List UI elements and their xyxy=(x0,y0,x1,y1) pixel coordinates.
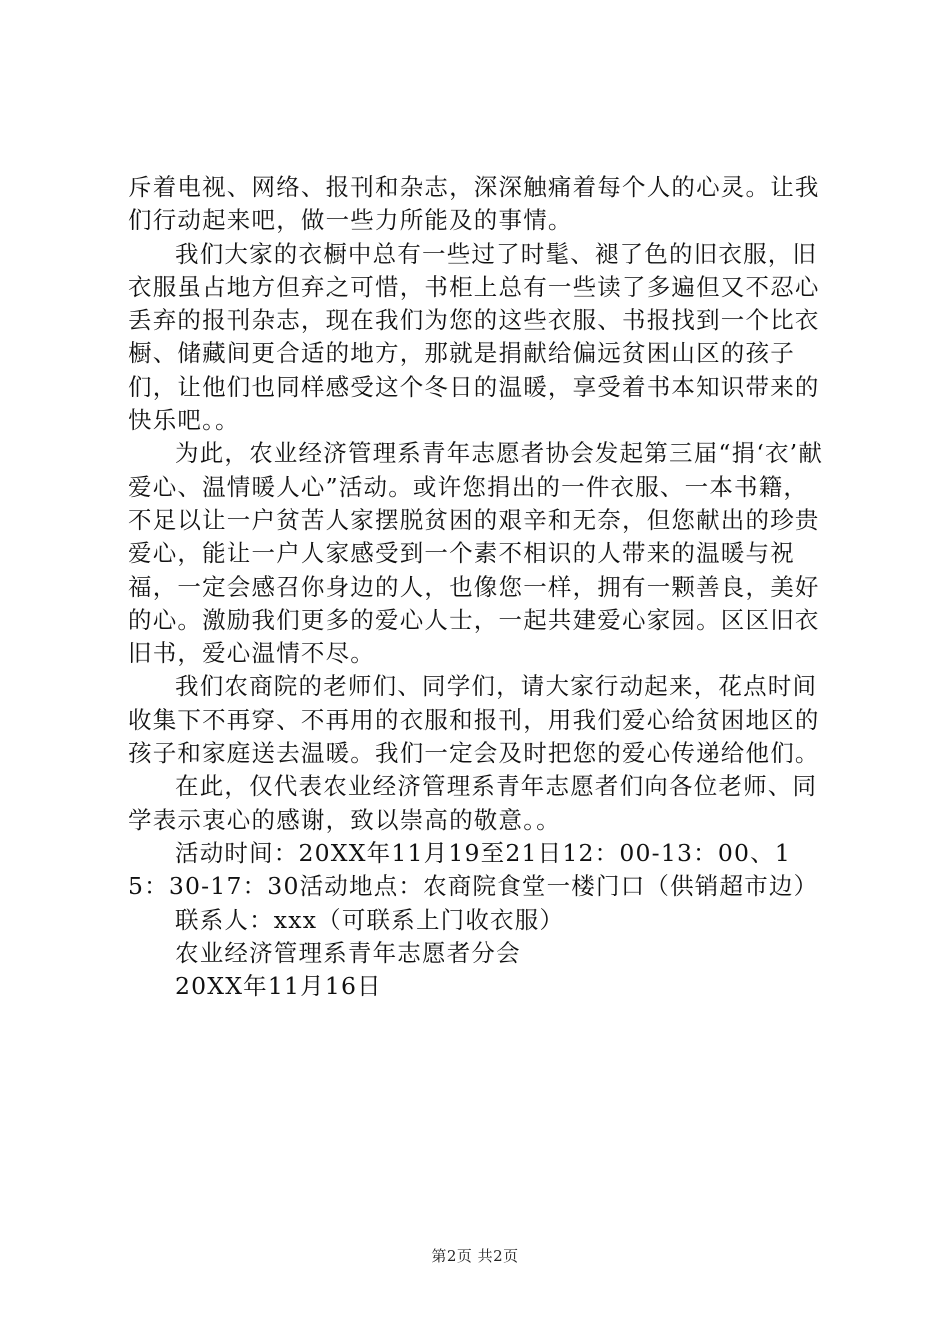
organization-signature: 农业经济管理系青年志愿者分会 xyxy=(175,938,521,967)
paragraph-continuation: 斥着电视、网络、报刊和杂志，深深触痛着每个人的心灵。让我们行动起来吧，做一些力所能及的事情。 xyxy=(128,173,820,235)
contact-line: 联系人：xxx（可联系上门收衣服） xyxy=(175,905,565,934)
paragraph-old-clothes: 我们大家的衣橱中总有一些过了时髦、褪了色的旧衣服，旧衣服虽占地方但弃之可惜，书柜上总有一些读了多遍但又不忍心丢弃的报刊杂志，现在我们为您的这些衣服、书报找到一个比衣橱、储藏间更合适的地方，那就是捐献给偏远贫困山区的孩子们，让他们也同样感受这个冬日的温暖，享受着书本知识带来的快乐吧。。 xyxy=(128,239,820,435)
paragraph-activity-intro: 为此，农业经济管理系青年志愿者协会发起第三届“捐‘衣’献爱心、温情暖人心”活动。或许您捐出的一件衣服、一本书籍，不足以让一户贫苦人家摆脱贫困的艰辛和无奈，但您献出的珍贵爱心，能让一户人家感受到一个素不相识的人带来的温暖与祝福，一定会感召你身边的人，也像您一样，拥有一颗善良，美好的心。激励我们更多的爱心人士，一起共建爱心家园。区区旧衣旧书，爱心温情不尽。 xyxy=(128,439,824,668)
page-footer: 第2页 共2页 xyxy=(431,1247,519,1265)
paragraph-activity-time-place: 活动时间：20XX年11月19至21日12：00-13：00、15：30-17：30活动地点：农商院食堂一楼门口（供销超市边） xyxy=(128,838,819,901)
signature-date: 20XX年11月16日 xyxy=(175,972,382,1001)
document-body xyxy=(128,171,828,1003)
paragraph-call-to-action: 我们农商院的老师们、同学们，请大家行动起来，花点时间收集下不再穿、不再用的衣服和报刊，用我们爱心给贫困地区的孩子和家庭送去温暖。我们一定会及时把您的爱心传递给他们。 xyxy=(128,672,820,768)
paragraph-thanks: 在此，仅代表农业经济管理系青年志愿者们向各位老师、同学表示衷心的感谢，致以崇高的敬意。。 xyxy=(128,772,818,834)
